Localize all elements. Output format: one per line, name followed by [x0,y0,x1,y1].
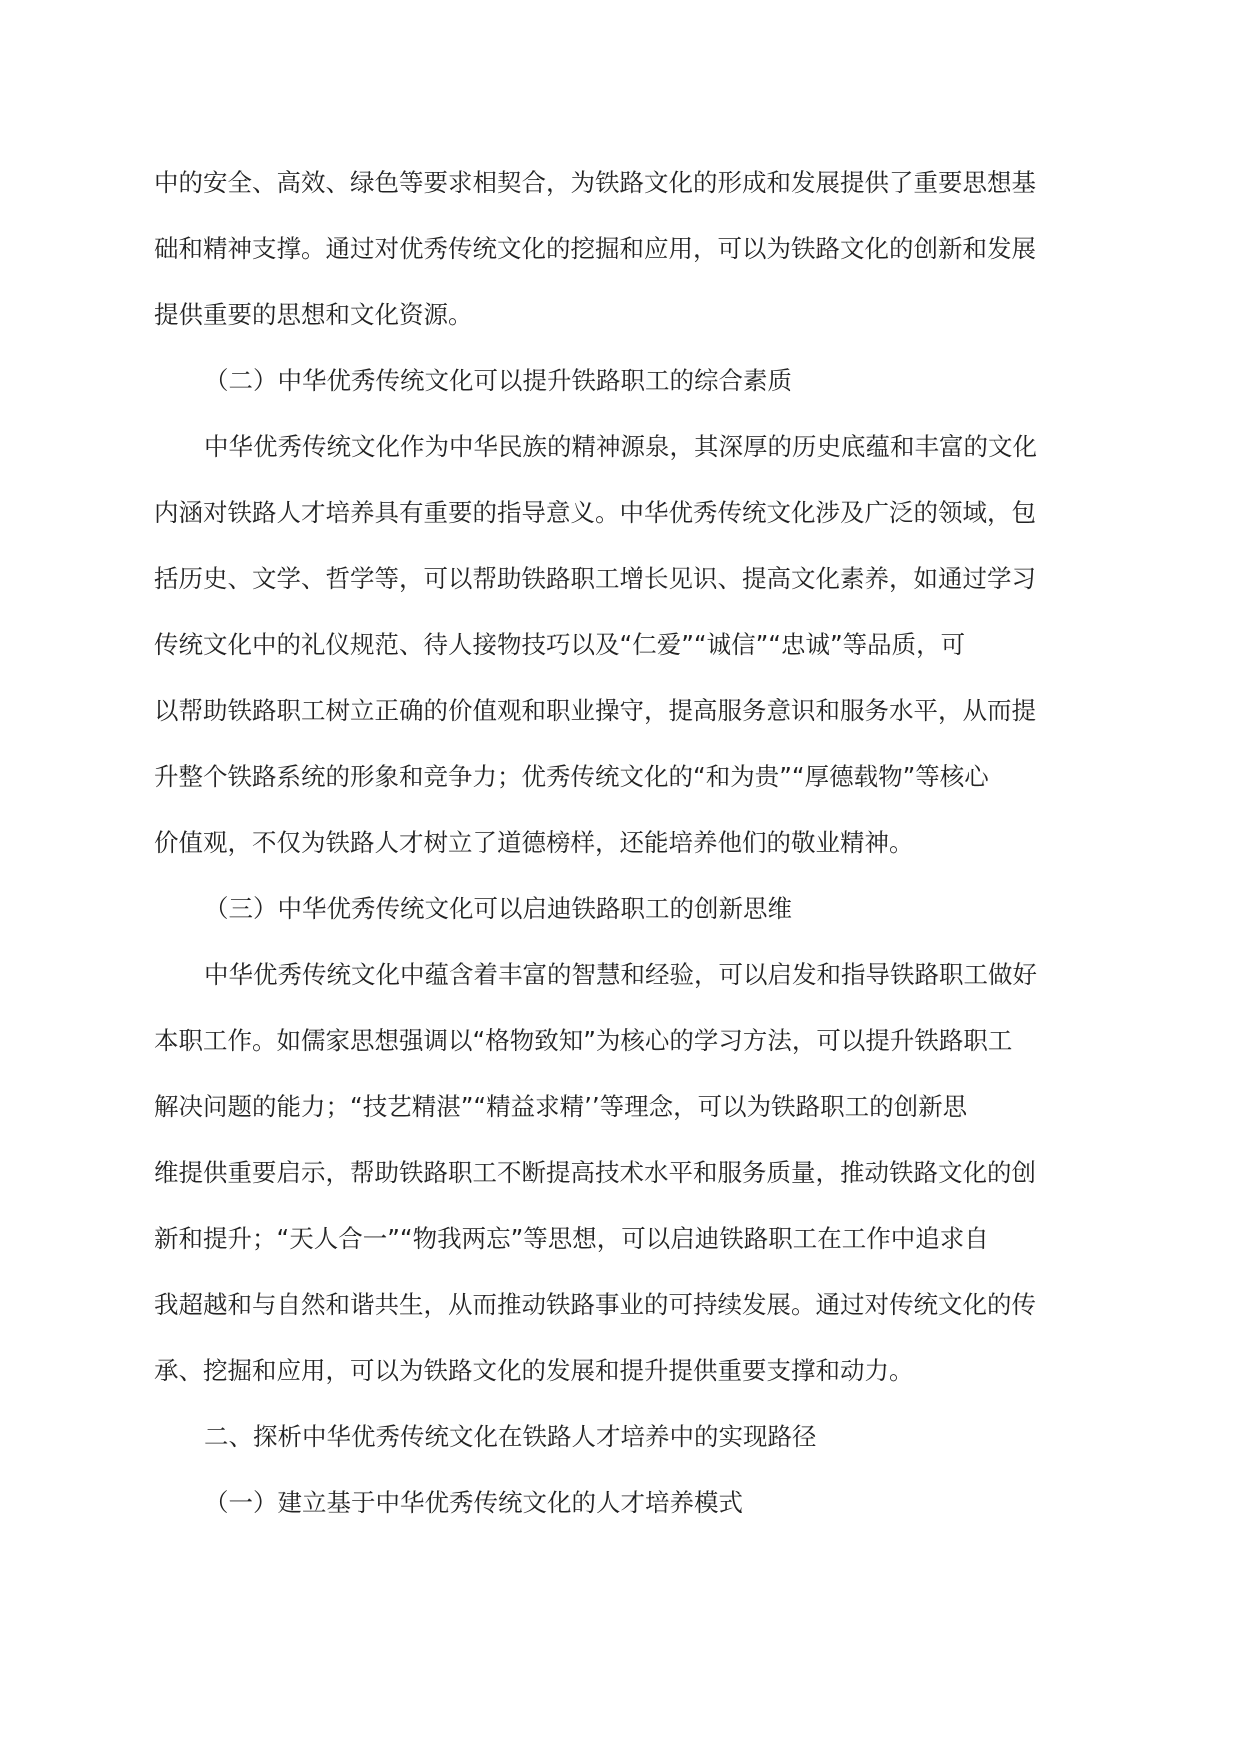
text-line: 以帮助铁路职工树立正确的价值观和职业操守，提高服务意识和服务水平，从而提 [154,696,1036,725]
text-line: 本职工作。如儒家思想强调以“格物致知”为核心的学习方法，可以提升铁路职工 [154,1026,1013,1055]
text-line: 内涵对铁路人才培养具有重要的指导意义。中华优秀传统文化涉及广泛的领域，包 [154,498,1036,527]
text-line: 解决问题的能力；“技艺精湛”“精益求精’’等理念，可以为铁路职工的创新思 [154,1092,968,1121]
paragraph [154,942,1064,1404]
text-line: 价值观，不仅为铁路人才树立了道德榜样，还能培养他们的敬业精神。 [154,828,914,857]
paragraph [154,414,1064,876]
text-line: 中的安全、高效、绿色等要求相契合，为铁路文化的形成和发展提供了重要思想基 [154,168,1036,197]
text-line: 括历史、文学、哲学等，可以帮助铁路职工增长见识、提高文化素养，如通过学习 [154,564,1036,593]
subheading: （一）建立基于中华优秀传统文化的人才培养模式 [204,1488,743,1517]
text-line: 中华优秀传统文化作为中华民族的精神源泉，其深厚的历史底蕴和丰富的文化 [204,432,1037,461]
text-line: 新和提升；“天人合一”“物我两忘”等思想，可以启迪铁路职工在工作中追求自 [154,1224,989,1253]
text-line: 承、挖掘和应用，可以为铁路文化的发展和提升提供重要支撑和动力。 [154,1356,914,1385]
subheading: （二）中华优秀传统文化可以提升铁路职工的综合素质 [204,366,792,395]
section-heading: 二、探析中华优秀传统文化在铁路人才培养中的实现路径 [204,1422,817,1451]
paragraph [154,150,1064,348]
text-line: 础和精神支撑。通过对优秀传统文化的挖掘和应用，可以为铁路文化的创新和发展 [154,234,1036,263]
text-line: 提供重要的思想和文化资源。 [154,300,473,329]
text-line: 升整个铁路系统的形象和竞争力；优秀传统文化的“和为贵”“厚德载物”等核心 [154,762,989,791]
text-line: 中华优秀传统文化中蕴含着丰富的智慧和经验，可以启发和指导铁路职工做好 [204,960,1037,989]
text-line: 我超越和与自然和谐共生，从而推动铁路事业的可持续发展。通过对传统文化的传 [154,1290,1036,1319]
subheading: （三）中华优秀传统文化可以启迪铁路职工的创新思维 [204,894,792,923]
document-body [154,150,1064,1536]
text-line: 传统文化中的礼仪规范、待人接物技巧以及“仁爱”“诚信”“忠诚”等品质，可 [154,630,966,659]
text-line: 维提供重要启示，帮助铁路职工不断提高技术水平和服务质量，推动铁路文化的创 [154,1158,1036,1187]
